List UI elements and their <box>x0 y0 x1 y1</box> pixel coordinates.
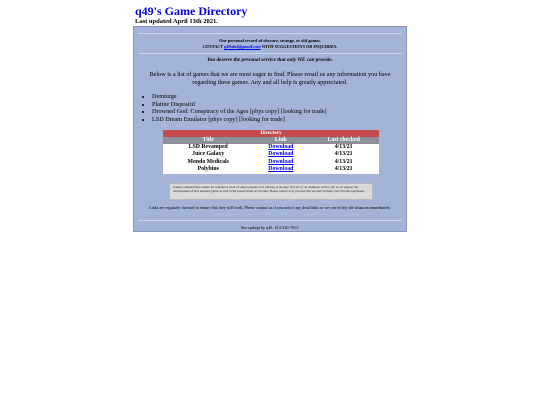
game-title: LSD Revamped <box>163 144 253 152</box>
table-row <box>163 151 379 159</box>
directory-caption: Directory <box>163 130 379 137</box>
divider <box>138 53 402 54</box>
links-note-text: Links are regularly checked to ensure that they still work. Please contact us if you notice any dead links so we can rectify the situation immediately. <box>149 205 391 210</box>
download-cell <box>253 166 308 174</box>
download-link[interactable]: Download <box>268 151 294 158</box>
last-updated-text: Last updated April 13th 2021. <box>135 18 218 25</box>
divider <box>138 220 402 221</box>
game-title: Mondo Medicals <box>163 159 253 167</box>
contact-email-link[interactable]: q49abel@gmail.com <box>223 43 261 49</box>
last-checked-date: 4/13/21 <box>308 159 379 167</box>
download-cell <box>253 151 308 159</box>
wishlist <box>138 93 327 124</box>
intro-text: Our personal record of obscure, strange, or old games. <box>219 38 321 43</box>
contact-line <box>134 44 406 50</box>
column-header-title: Title <box>163 137 253 144</box>
last-checked-date: 4/13/21 <box>308 144 379 152</box>
download-cell <box>253 159 308 167</box>
table-row <box>163 159 379 167</box>
download-link[interactable]: Download <box>268 143 294 150</box>
game-title: Polybius <box>163 166 253 174</box>
download-link[interactable]: Download <box>268 166 294 173</box>
divider <box>138 33 402 34</box>
disclaimer-box: Games compiled here cannot be convinced stock of what is meant to be obscure or strange. Not all of our additions will be old, as we support the development of new unusual games as well as the preservation of old ones. Please contact us if you feel that we don't include your favorite specimens. <box>169 183 373 200</box>
download-cell <box>253 144 308 152</box>
wishlist-item: • Drowned God: Conspiracy of the Ages [phys copy] [looking for trade] <box>152 108 327 116</box>
table-row <box>163 144 379 152</box>
wishlist-item: • Platine Dispositif <box>152 101 327 109</box>
site-title-link[interactable]: q49's Game Directory <box>135 4 248 18</box>
table-row <box>163 166 379 174</box>
wishlist-item: • LSD Dream Emulator [phys copy] [looking for trade] <box>152 116 327 124</box>
content-panel <box>133 26 407 232</box>
wishlist-item: • Demiurge <box>152 93 327 101</box>
slogan-text: You deserve the personal service that only WE can provide. <box>207 57 333 63</box>
description-text: Below is a list of games that we are most eager to find. Please email us any information you have regarding these games. Any and all help is greatly appreciated. <box>149 71 391 86</box>
game-title: Juice Galaxy <box>163 151 253 159</box>
footer-text: Site upkept by q49. 414-226-7011. <box>240 225 300 230</box>
directory-header-row <box>163 137 379 144</box>
contact-suffix: WITH SUGGESTIONS OR INQUIRIES. <box>261 43 338 49</box>
contact-prefix: CONTACT <box>202 43 223 49</box>
last-checked-date: 4/13/21 <box>308 166 379 174</box>
download-link[interactable]: Download <box>268 158 294 165</box>
directory-table <box>163 130 379 174</box>
column-header-last-checked: Last checked <box>308 137 379 144</box>
column-header-link: Link <box>253 137 308 144</box>
last-checked-date: 4/13/21 <box>308 151 379 159</box>
site-header <box>135 4 247 26</box>
